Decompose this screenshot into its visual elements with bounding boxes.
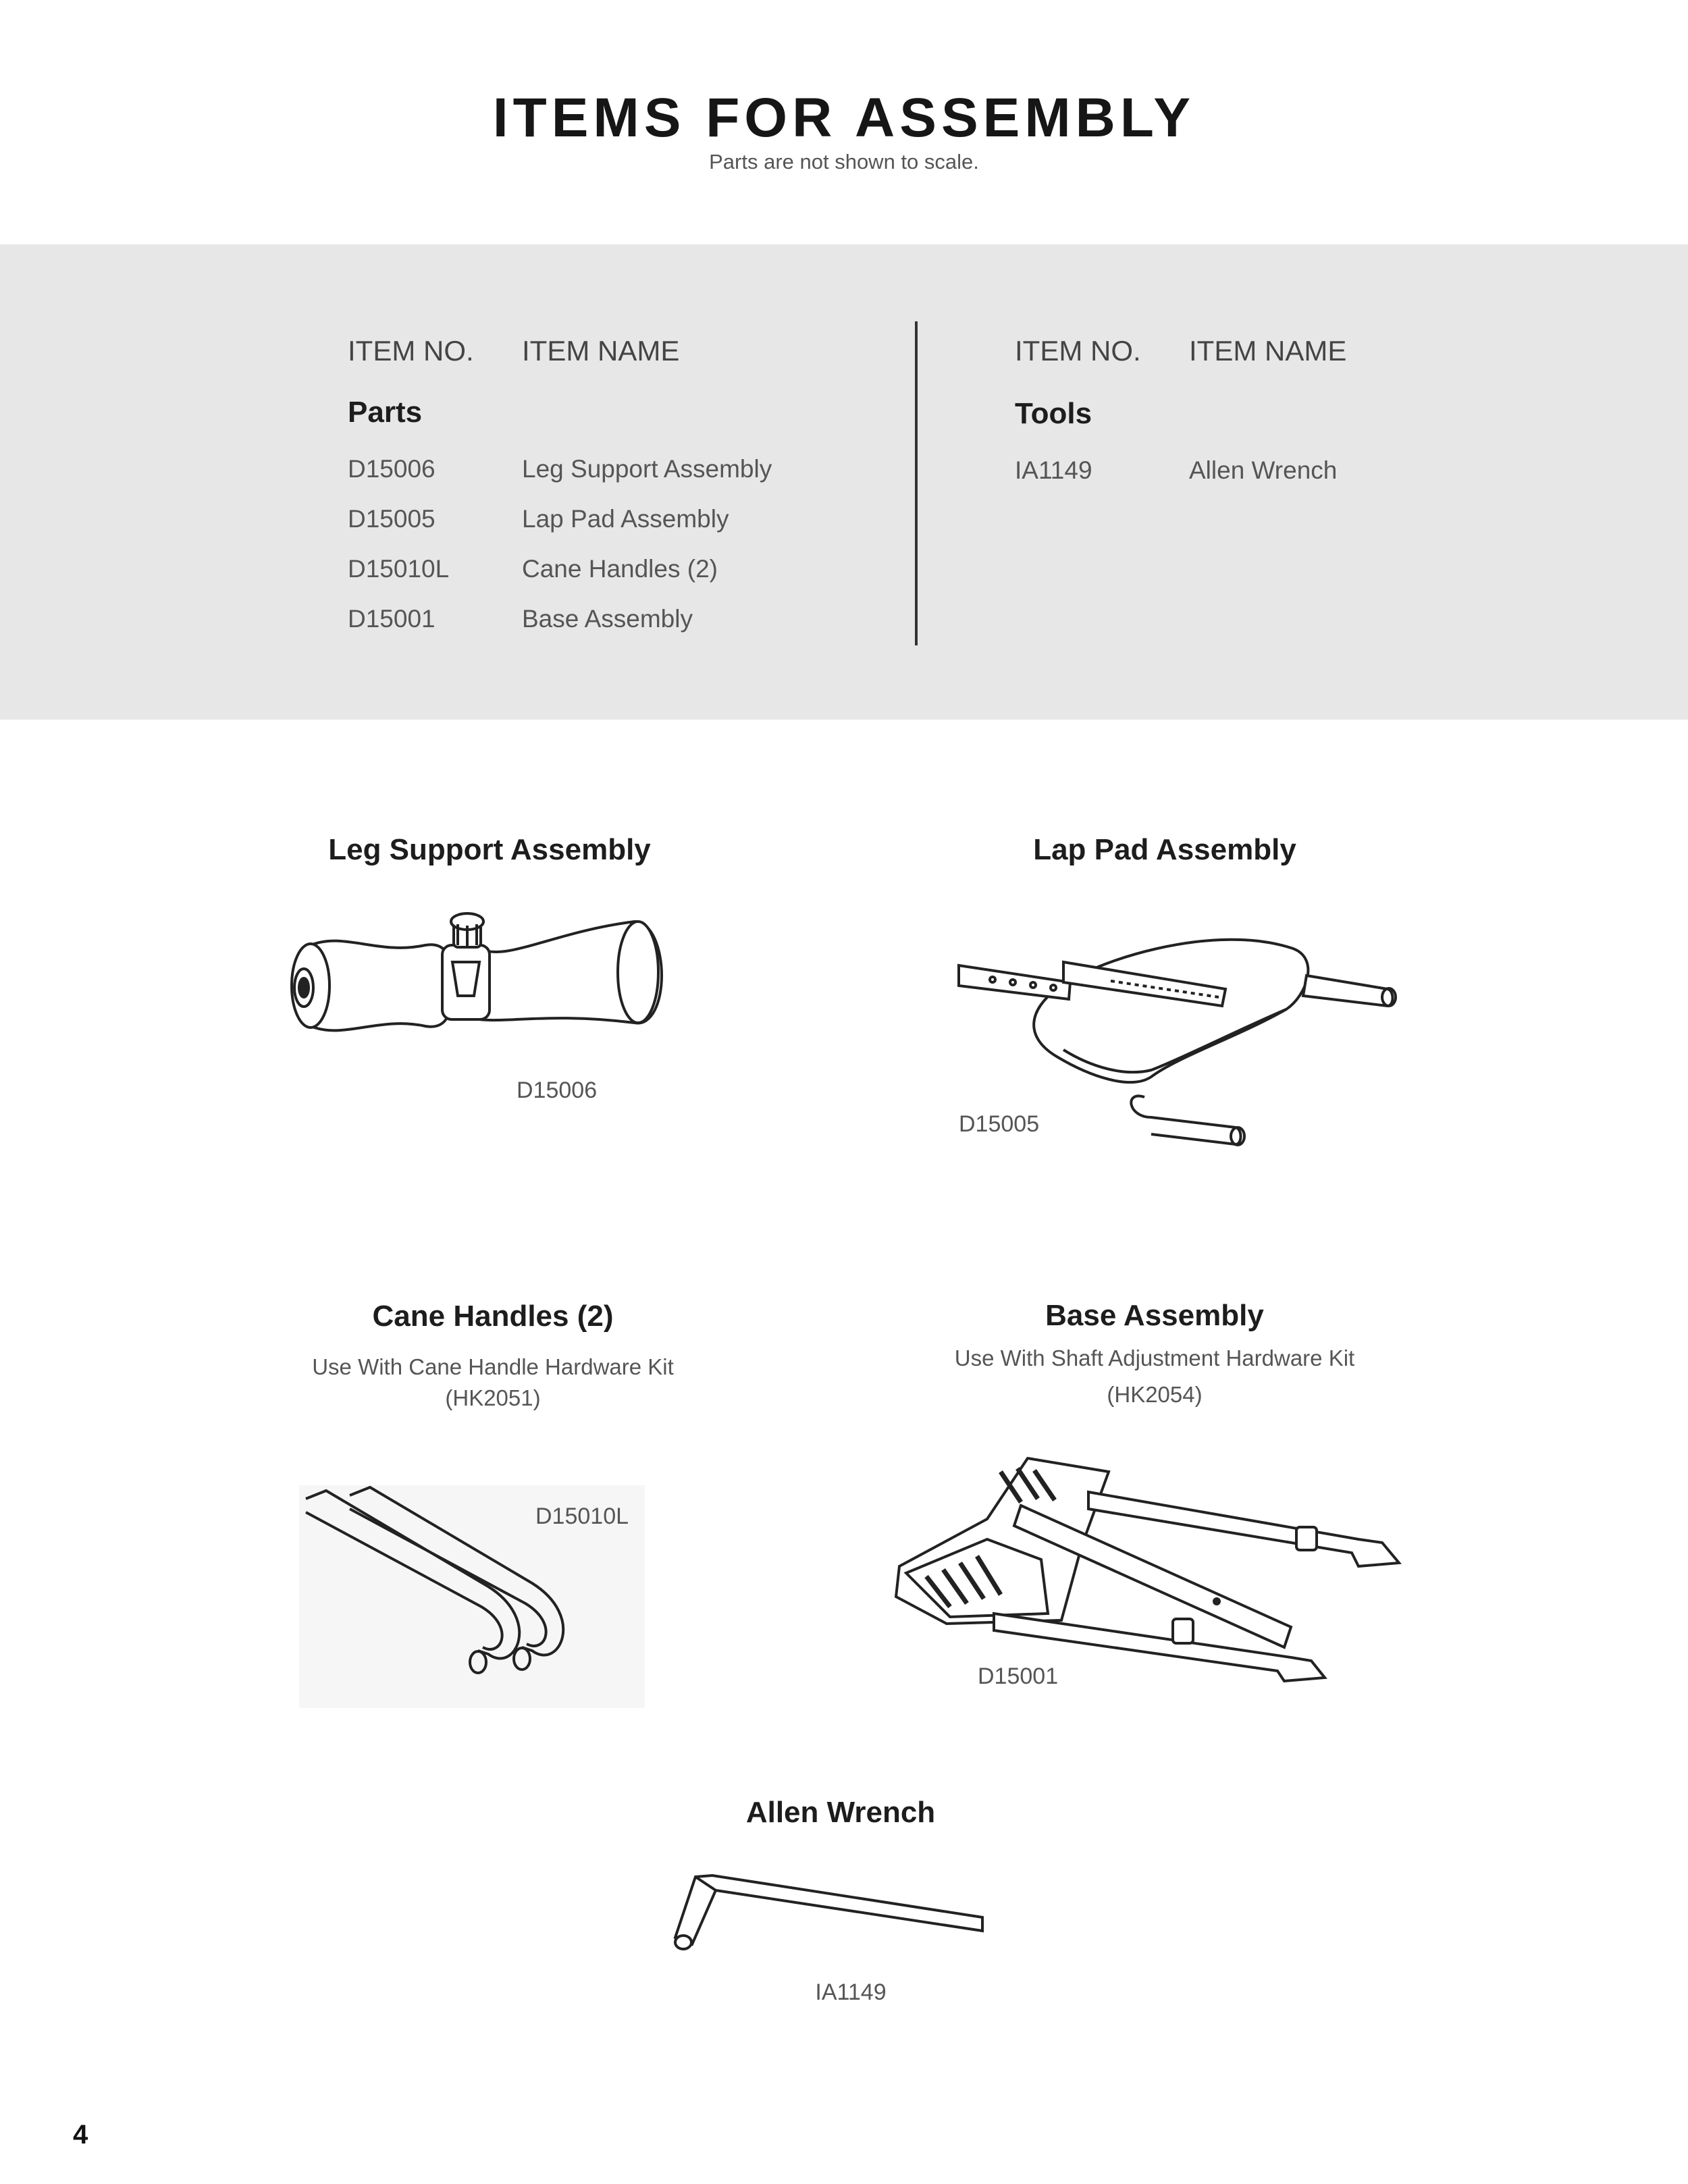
base-assembly-title: Base Assembly: [1045, 1299, 1264, 1332]
lap-pad-title: Lap Pad Assembly: [1033, 833, 1296, 866]
base-assembly-code: D15001: [978, 1663, 1059, 1689]
lap-pad-code: D15005: [959, 1111, 1040, 1137]
base-assembly-note: Use With Shaft Adjustment Hardware Kit: [954, 1346, 1355, 1370]
leg-support-title: Leg Support Assembly: [328, 833, 651, 866]
cane-handles-kit: (HK2051): [445, 1385, 541, 1410]
table-row-item-name: Cane Handles (2): [522, 555, 718, 583]
left-col-header-item-name: ITEM NAME: [522, 335, 680, 367]
table-row-item-name: Lap Pad Assembly: [522, 505, 729, 533]
base-assembly-kit: (HK2054): [1107, 1382, 1203, 1407]
items-table-panel: [0, 244, 1688, 720]
right-col-header-item-no: ITEM NO.: [1015, 335, 1141, 367]
cane-handles-note: Use With Cane Handle Hardware Kit: [312, 1354, 674, 1379]
left-col-header-item-no: ITEM NO.: [348, 335, 474, 367]
cane-handles-title: Cane Handles (2): [372, 1300, 614, 1333]
table-row-item-no: D15006: [348, 455, 436, 483]
leg-support-code: D15006: [517, 1077, 598, 1103]
cane-handles-code: D15010L: [535, 1503, 629, 1529]
right-col-header-item-name: ITEM NAME: [1189, 335, 1347, 367]
table-row-item-name: Leg Support Assembly: [522, 455, 772, 483]
table-row-item-name: Base Assembly: [522, 605, 693, 633]
parts-group-title: Parts: [348, 396, 423, 429]
allen-wrench-code: IA1149: [815, 1979, 887, 2005]
table-row-item-no: IA1149: [1015, 456, 1092, 484]
allen-wrench-title: Allen Wrench: [745, 1796, 936, 1829]
allen-wrench-illustration: [672, 1870, 989, 1954]
leg-support-illustration: [284, 908, 675, 1097]
page-subtitle: Parts are not shown to scale.: [709, 150, 979, 174]
table-row-item-name: Allen Wrench: [1189, 456, 1338, 484]
base-assembly-illustration: [886, 1445, 1446, 1691]
table-row-item-no: D15005: [348, 505, 436, 533]
table-row-item-no: D15010L: [348, 555, 450, 583]
page-title: ITEMS FOR ASSEMBLY: [492, 87, 1196, 149]
tools-group-title: Tools: [1015, 397, 1092, 430]
page-number: 4: [73, 2120, 88, 2150]
table-row-item-no: D15001: [348, 605, 436, 633]
table-divider: [915, 321, 918, 645]
